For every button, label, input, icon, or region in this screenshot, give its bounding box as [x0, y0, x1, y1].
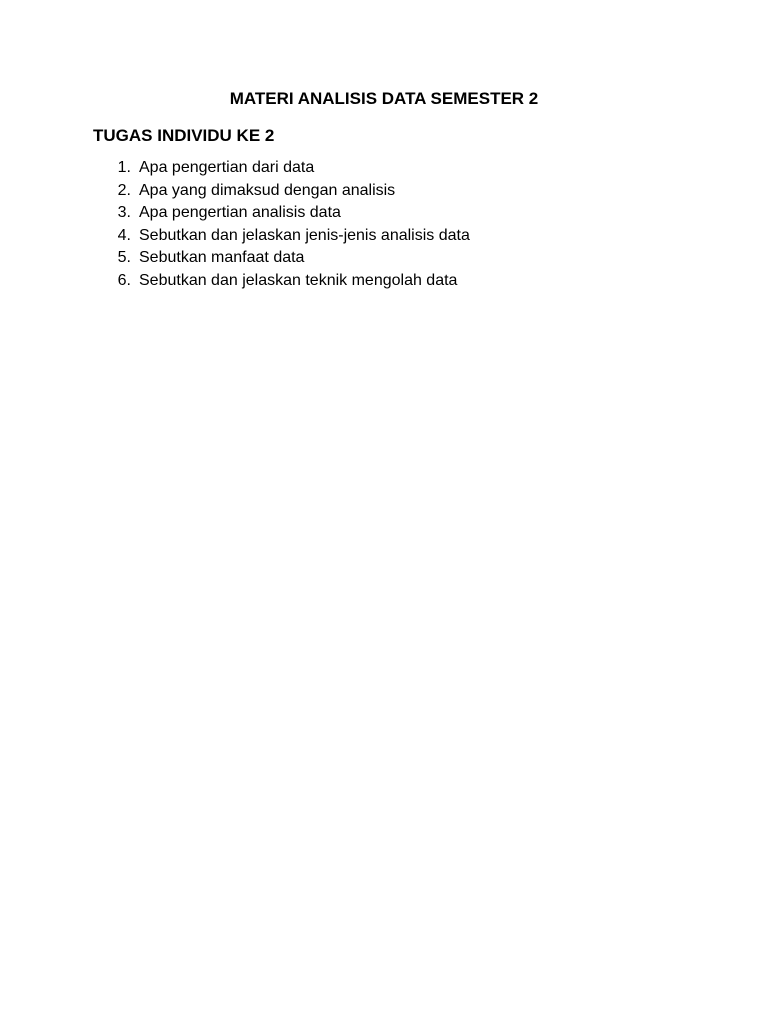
- task-number: 5.: [117, 249, 131, 266]
- task-text: Sebutkan dan jelaskan jenis-jenis analisis data: [139, 226, 470, 244]
- task-number: 4.: [117, 226, 131, 244]
- section-heading: TUGAS INDIVIDU KE 2: [93, 126, 275, 145]
- task-number: 3.: [117, 204, 131, 221]
- task-text: Apa pengertian analisis data: [139, 204, 341, 221]
- task-text: Apa yang dimaksud dengan analisis: [139, 181, 396, 199]
- task-number: 2.: [117, 181, 131, 199]
- task-text: Apa pengertian dari data: [139, 159, 315, 176]
- task-number: 6.: [117, 271, 131, 289]
- document-title: MATERI ANALISIS DATA SEMESTER 2: [229, 89, 539, 108]
- task-number: 1.: [117, 159, 131, 176]
- task-text: Sebutkan manfaat data: [139, 249, 305, 266]
- task-text: Sebutkan dan jelaskan teknik mengolah data: [139, 271, 458, 289]
